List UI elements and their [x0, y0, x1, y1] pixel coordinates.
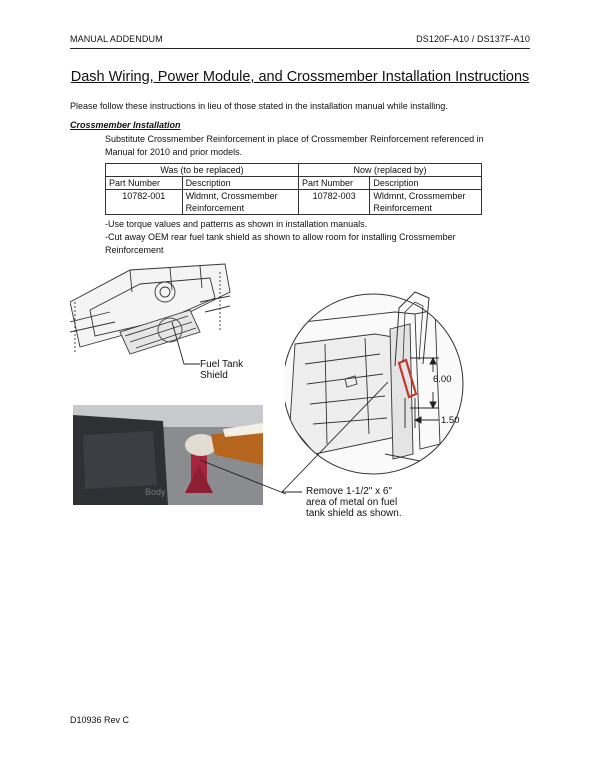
was-desc-line-1: Wldmnt, Crossmember	[185, 191, 278, 201]
frame-drawing	[70, 262, 235, 362]
now-description	[370, 190, 482, 215]
section-paragraph	[105, 133, 530, 159]
fuel-tank-line-1: Fuel Tank	[200, 359, 244, 370]
intro-text: Please follow these instructions in lieu of those stated in the installation manual while installing.	[70, 101, 448, 111]
remove-line-3: tank shield as shown.	[306, 508, 402, 519]
now-col-part: Part Number	[299, 177, 370, 190]
table-column-header-row	[106, 177, 482, 190]
photo-mark: Body	[145, 487, 166, 497]
remove-leader	[200, 360, 420, 505]
table-group-header-row	[106, 164, 482, 177]
page-title: Dash Wiring, Power Module, and Crossmember Installation Instructions	[70, 69, 530, 85]
parts-table	[105, 163, 482, 215]
footer-revision: D10936 Rev C	[70, 715, 130, 725]
header-left: MANUAL ADDENDUM	[70, 34, 163, 44]
was-header: Was (to be replaced)	[106, 164, 299, 177]
note-cut-line-2: Reinforcement	[105, 245, 164, 255]
was-col-part: Part Number	[106, 177, 183, 190]
notes	[105, 218, 530, 257]
remove-callout	[306, 486, 402, 519]
dimension-height: 6.00	[433, 374, 452, 385]
remove-line-2: area of metal on fuel	[306, 497, 398, 508]
header-divider	[70, 48, 530, 49]
section-line-1: Substitute Crossmember Reinforcement in place of Crossmember Reinforcement referenced in	[105, 134, 484, 144]
was-description	[182, 190, 298, 215]
table-row	[106, 190, 482, 215]
now-col-desc: Description	[370, 177, 482, 190]
dimension-width: 1.50	[441, 415, 460, 426]
was-col-desc: Description	[182, 177, 298, 190]
was-desc-line-2: Reinforcement	[185, 203, 245, 213]
section-line-2: Manual for 2010 and prior models.	[105, 147, 243, 157]
section-heading: Crossmember Installation	[70, 120, 181, 130]
now-desc-line-2: Reinforcement	[373, 203, 432, 213]
note-cut-line-1: -Cut away OEM rear fuel tank shield as shown to allow room for installing Crossmember	[105, 232, 456, 242]
now-desc-line-1: Wldmnt, Crossmember	[373, 191, 466, 201]
header-right: DS120F-A10 / DS137F-A10	[416, 34, 530, 44]
remove-line-1: Remove 1-1/2" x 6"	[306, 486, 393, 497]
now-part-number: 10782-003	[299, 190, 370, 215]
was-part-number: 10782-001	[106, 190, 183, 215]
note-torque: -Use torque values and patterns as shown in installation manuals.	[105, 219, 368, 229]
now-header: Now (replaced by)	[299, 164, 482, 177]
fuel-tank-line-2: Shield	[200, 370, 228, 381]
